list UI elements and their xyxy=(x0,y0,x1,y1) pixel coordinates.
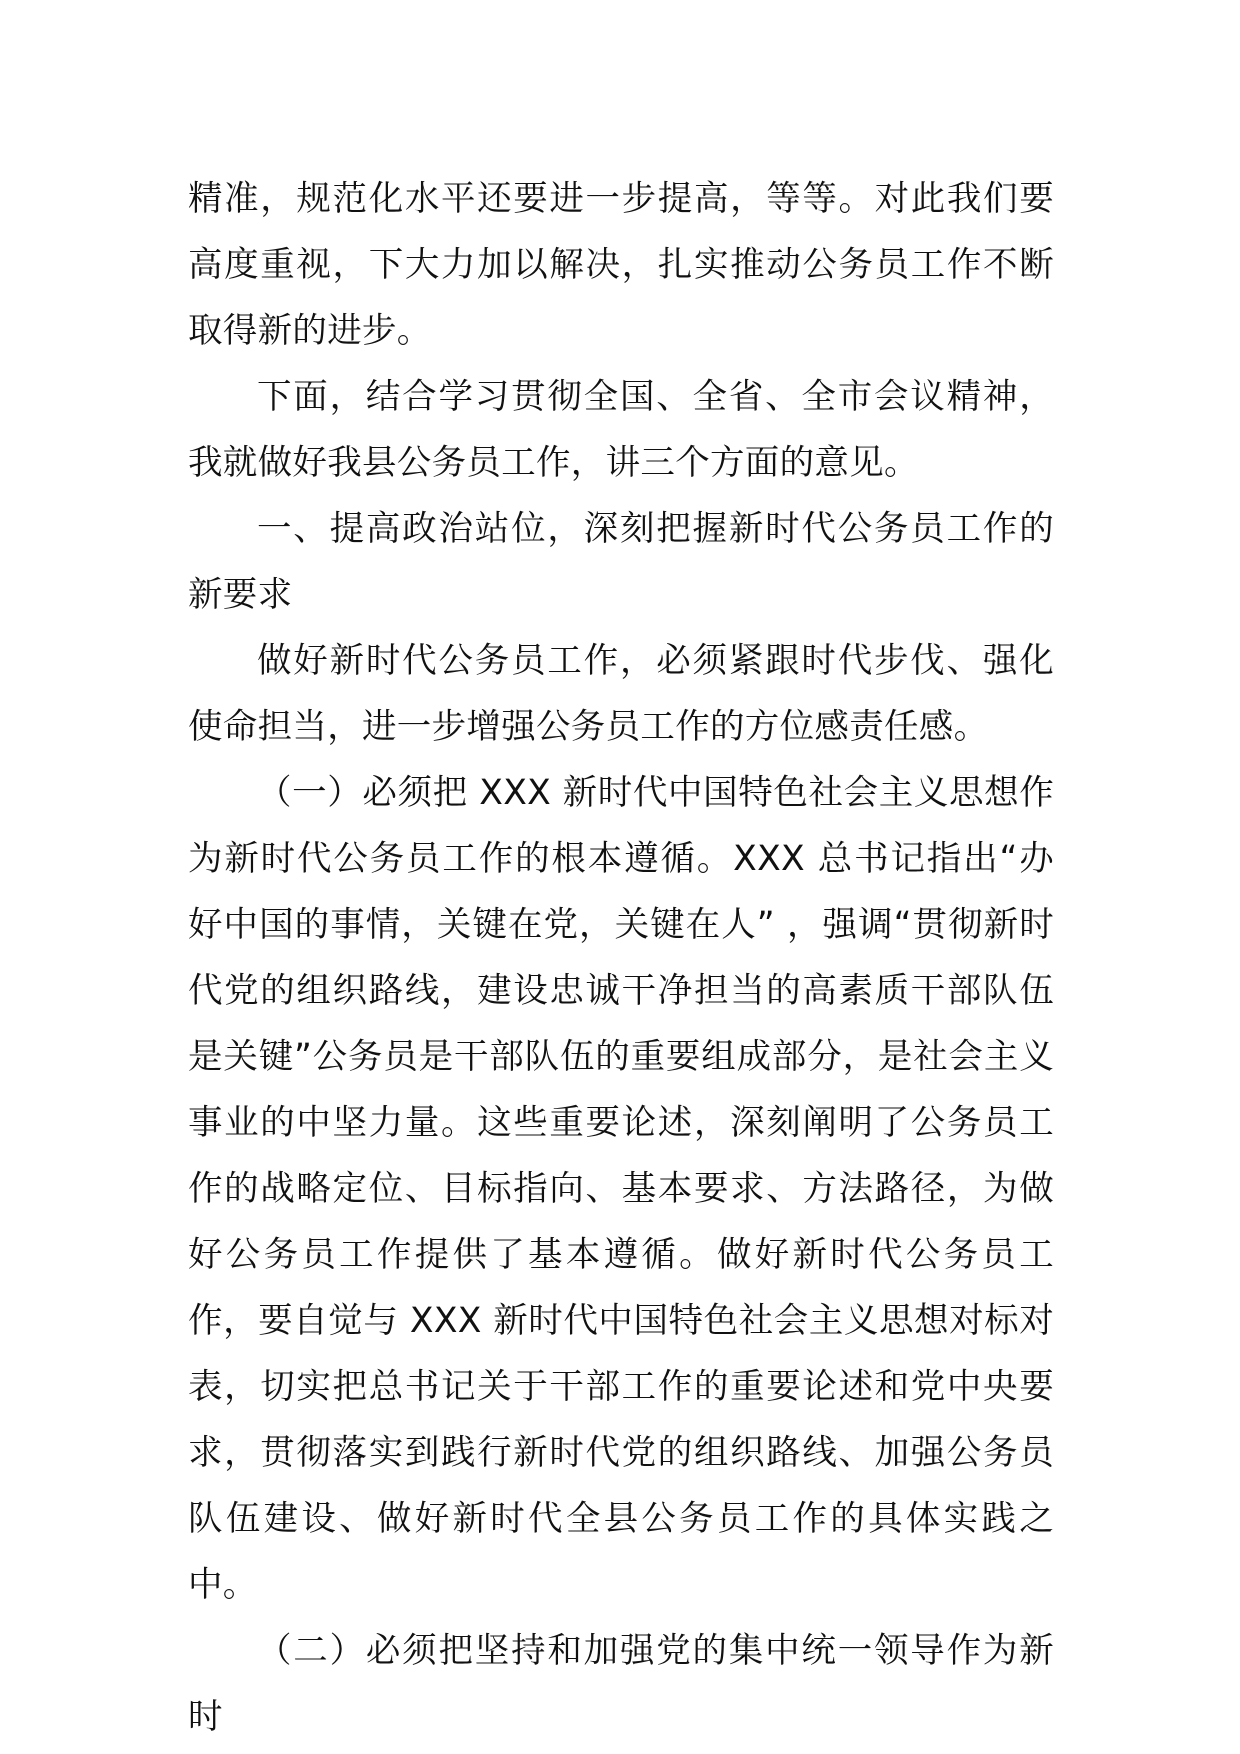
paragraph-intro: 下面，结合学习贯彻全国、全省、全市会议精神，我就做好我县公务员工作，讲三个方面的意见。 xyxy=(188,377,1054,483)
section-heading-one: 一、提高政治站位，深刻把握新时代公务员工作的新要求 xyxy=(188,509,1054,615)
paragraph-point-one: （一）必须把 XXX 新时代中国特色社会主义思想作为新时代公务员工作的根本遵循。XXX 总书记指出“办好中国的事情，关键在党，关键在人” ，强调“贯彻新时代党的组织路线，建设忠诚干净担当的高素质干部队伍是关键”公务员是干部队伍的重要组成部分，是社会主义事业的中坚力量。这些重要论述，深刻阐明了公务员工作的战略定位、目标指向、基本要求、方法路径，为做好公务员工作提供了基本遵循。做好新时代公务员工作，要自觉与 XXX 新时代中国特色社会主义思想对标对表，切实把总书记关于干部工作的重要论述和党中央要求，贯彻落实到践行新时代党的组织路线、加强公务员队伍建设、做好新时代全县公务员工作的具体实践之中。 xyxy=(188,773,1054,1605)
paragraph-section-intro: 做好新时代公务员工作，必须紧跟时代步伐、强化使命担当，进一步增强公务员工作的方位感责任感。 xyxy=(188,641,1054,747)
paragraph-continuation: 精准，规范化水平还要进一步提高，等等。对此我们要高度重视，下大力加以解决，扎实推动公务员工作不断取得新的进步。 xyxy=(188,179,1054,351)
document-body xyxy=(188,166,1054,1750)
paragraph-point-two: （二）必须把坚持和加强党的集中统一领导作为新时 xyxy=(188,1631,1054,1737)
